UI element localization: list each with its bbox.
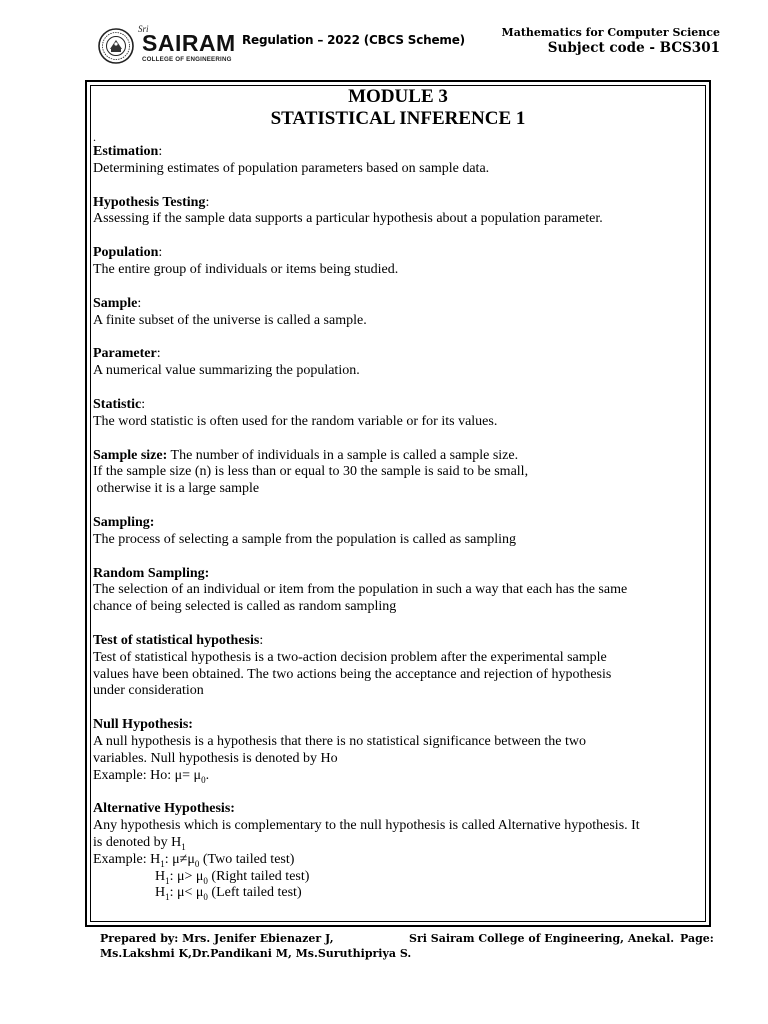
definition-line: otherwise it is a large sample	[93, 481, 260, 497]
definition-line: is denoted by $H_1$	[93, 834, 186, 852]
definition-line: The process of selecting a sample from the population is called as sampling	[93, 531, 516, 547]
definition-line: values have been obtained. The two actions being the acceptance and rejection of hypothesis	[93, 666, 612, 682]
definition-section: Hypothesis Testing: Assessing if the sample data supports a particular hypothesis about a population parameter.	[93, 195, 703, 229]
definition-alternative-hypothesis	[93, 801, 703, 902]
example-line: $H_1$: $\mu> \mu_0$ (Right tailed test)	[155, 868, 310, 886]
example-line: Example: Ho: $\mu= \mu_0$.	[93, 767, 210, 785]
definitions-list	[93, 144, 703, 700]
module-subtitle: STATISTICAL INFERENCE 1	[270, 108, 526, 129]
definition-null-hypothesis	[93, 717, 703, 784]
definition-section: Population: The entire group of individuals or items being studied.	[93, 245, 703, 279]
page-header	[0, 0, 768, 78]
definition-line: The selection of an individual or item from the population in such a way that each has the same	[93, 582, 628, 598]
definition-section: Parameter: A numerical value summarizing the population.	[93, 346, 703, 380]
term-label: Parameter	[93, 346, 157, 362]
definition-line: Test of statistical hypothesis is a two-action decision problem after the experimental sample	[93, 649, 607, 665]
stray-dot: .	[93, 130, 96, 144]
page-label: Page:	[680, 932, 714, 945]
logo-name-text: SAIRAM	[142, 30, 236, 56]
definition-line: under consideration	[93, 683, 204, 699]
term-label: Sample size:	[93, 447, 168, 463]
definition-line: A null hypothesis is a hypothesis that there is no statistical significance between the two	[93, 733, 587, 749]
definition-section: Test of statistical hypothesis: Test of statistical hypothesis is a two-action decision problem after the experimental sample values have been obtained. The two actions being the acceptance and rejection of hypothesis under consideration	[93, 633, 703, 700]
logo-subtitle: COLLEGE OF ENGINEERING	[142, 56, 232, 63]
term-label: Alternative Hypothesis:	[93, 801, 235, 817]
page-content	[93, 86, 703, 902]
logo-sri-text: Sri	[138, 24, 149, 34]
definition-section	[93, 448, 703, 498]
definition-section: Estimation: Determining estimates of population parameters based on sample data.	[93, 144, 703, 178]
example-line: Example: $H_1$: $\mu\ne\mu_0$ (Two tailed test)	[93, 851, 295, 869]
term-label: Hypothesis Testing	[93, 194, 206, 210]
term-label: Sampling:	[93, 514, 155, 530]
subject-info	[502, 25, 720, 56]
definition-line: Determining estimates of population parameters based on sample data.	[93, 160, 490, 176]
definition-section	[93, 566, 703, 616]
regulation-label: Regulation – 2022 (CBCS Scheme)	[242, 33, 465, 47]
term-label: Statistic	[93, 396, 142, 412]
term-label: Estimation	[93, 144, 159, 159]
definition-section: Sample: A finite subset of the universe is called a sample.	[93, 296, 703, 330]
college-seal-icon	[98, 28, 134, 64]
definition-line: Any hypothesis which is complementary to the null hypothesis is called Alternative hypothesis. It	[93, 818, 640, 834]
definition-line: A finite subset of the universe is called a sample.	[93, 312, 367, 328]
alt-examples	[93, 852, 703, 902]
definition-line: chance of being selected is called as random sampling	[93, 599, 397, 615]
prepared-by: Prepared by: Mrs. Jenifer Ebienazer J,	[100, 932, 334, 945]
definition-line: variables. Null hypothesis is denoted by Ho	[93, 750, 338, 766]
definition-line: The word statistic is often used for the random variable or for its values.	[93, 413, 498, 429]
definition-section	[93, 515, 703, 549]
definition-section: Statistic: The word statistic is often used for the random variable or for its values.	[93, 397, 703, 431]
prepared-by-names: Ms.Lakshmi K,Dr.Pandikani M, Ms.Suruthipriya S.	[100, 947, 412, 960]
college-logo	[98, 24, 238, 68]
term-label: Null Hypothesis:	[93, 717, 193, 733]
module-title: MODULE 3	[348, 86, 448, 107]
definition-line: Assessing if the sample data supports a particular hypothesis about a population parameter.	[93, 211, 603, 227]
example-line: $H_1$: $\mu< \mu_0$ (Left tailed test)	[155, 885, 302, 903]
definition-inline: The number of individuals in a sample is called a sample size.	[167, 447, 519, 463]
definition-line: The entire group of individuals or items being studied.	[93, 261, 399, 277]
college-footer: Sri Sairam College of Engineering, Anekal.	[409, 932, 675, 945]
term-label: Test of statistical hypothesis	[93, 632, 260, 648]
definition-line: If the sample size (n) is less than or equal to 30 the sample is said to be small,	[93, 464, 529, 480]
term-label: Random Sampling:	[93, 565, 210, 581]
term-label: Population	[93, 245, 159, 261]
definition-line: A numerical value summarizing the population.	[93, 363, 360, 379]
subject-code: Subject code - BCS301	[547, 40, 720, 56]
term-label: Sample	[93, 295, 138, 311]
subject-title: Mathematics for Computer Science	[501, 26, 720, 39]
